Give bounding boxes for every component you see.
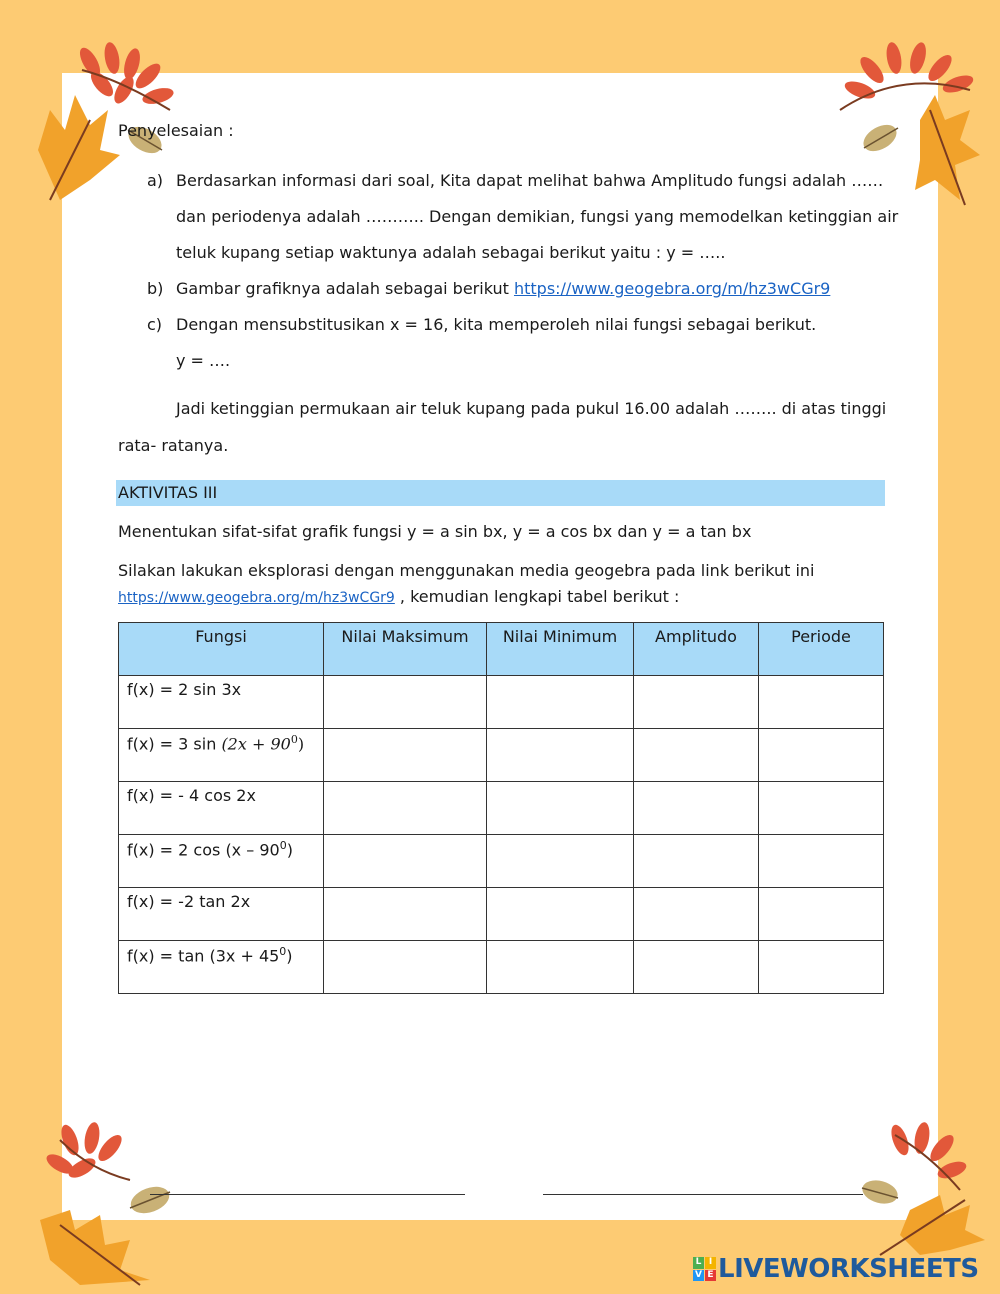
answer-cell-amplitude[interactable] bbox=[634, 729, 759, 782]
answer-cell-min[interactable] bbox=[487, 676, 634, 729]
answer-cell-min[interactable] bbox=[487, 888, 634, 941]
function-tail: ) bbox=[286, 946, 293, 966]
function-text: f(x) = tan (3x + 45 bbox=[127, 946, 280, 966]
answer-cell-period[interactable] bbox=[759, 729, 884, 782]
item-b-text: Gambar grafiknya adalah sebagai berikut bbox=[176, 279, 514, 298]
item-c-line-1: Dengan mensubstitusikan x = 16, kita memperoleh nilai fungsi sebagai berikut. bbox=[176, 315, 817, 334]
function-cell bbox=[119, 676, 324, 729]
table-row bbox=[119, 888, 884, 941]
item-c-marker: c) bbox=[147, 315, 163, 334]
header-fungsi: Fungsi bbox=[119, 623, 324, 676]
autumn-leaves-bottom-left-icon bbox=[20, 1120, 200, 1290]
signature-line-right bbox=[543, 1194, 863, 1195]
table-row bbox=[119, 941, 884, 994]
table-row bbox=[119, 782, 884, 835]
conclusion-line-2: rata- ratanya. bbox=[118, 436, 229, 455]
function-cell bbox=[119, 782, 324, 835]
header-amplitudo: Amplitudo bbox=[634, 623, 759, 676]
mark-letter: I bbox=[705, 1257, 716, 1269]
answer-cell-min[interactable] bbox=[487, 729, 634, 782]
answer-cell-period[interactable] bbox=[759, 835, 884, 888]
function-math: (2x + 90 bbox=[221, 734, 291, 754]
conclusion-line-1: Jadi ketinggian permukaan air teluk kupang pada pukul 16.00 adalah …….. di atas tinggi bbox=[176, 399, 887, 418]
table-row bbox=[119, 835, 884, 888]
activity-link-suffix: , kemudian lengkapi tabel berikut : bbox=[394, 587, 680, 606]
table-row bbox=[119, 676, 884, 729]
answer-cell-amplitude[interactable] bbox=[634, 941, 759, 994]
liveworksheets-logo bbox=[693, 1253, 979, 1285]
answer-cell-amplitude[interactable] bbox=[634, 676, 759, 729]
item-b-line bbox=[176, 279, 830, 299]
table-header-row bbox=[119, 623, 884, 676]
item-a-marker: a) bbox=[147, 171, 164, 190]
function-text: f(x) = 2 sin 3x bbox=[127, 680, 242, 699]
answer-cell-max[interactable] bbox=[324, 729, 487, 782]
activity-subtitle: Menentukan sifat-sifat grafik fungsi y = a sin bx, y = a cos bx dan y = a tan bx bbox=[118, 522, 752, 541]
item-c-line-2: y = …. bbox=[176, 351, 231, 370]
answer-cell-period[interactable] bbox=[759, 941, 884, 994]
item-a-line-2: dan periodenya adalah ……….. Dengan demikian, fungsi yang memodelkan ketinggian air bbox=[176, 207, 899, 226]
function-text: f(x) = 2 cos (x – 90 bbox=[127, 840, 280, 860]
item-a-line-3: teluk kupang setiap waktunya adalah sebagai berikut yaitu : y = ….. bbox=[176, 243, 726, 262]
mark-letter: E bbox=[705, 1270, 716, 1282]
function-tail: ) bbox=[297, 734, 305, 754]
answer-cell-min[interactable] bbox=[487, 941, 634, 994]
function-cell bbox=[119, 941, 324, 994]
geogebra-link-graph[interactable]: https://www.geogebra.org/m/hz3wCGr9 bbox=[513, 279, 831, 298]
answer-cell-amplitude[interactable] bbox=[634, 782, 759, 835]
degree-sup: 0 bbox=[279, 945, 287, 958]
solution-heading: Penyelesaian : bbox=[118, 121, 234, 140]
activity-link-line bbox=[118, 587, 679, 608]
mark-letter: L bbox=[693, 1257, 704, 1269]
header-periode: Periode bbox=[759, 623, 884, 676]
header-nilai-maksimum: Nilai Maksimum bbox=[324, 623, 487, 676]
signature-line-left bbox=[150, 1194, 465, 1195]
function-text: f(x) = 3 sin bbox=[127, 734, 222, 754]
item-a-line-1: Berdasarkan informasi dari soal, Kita dapat melihat bahwa Amplitudo fungsi adalah …… bbox=[176, 171, 884, 190]
function-cell bbox=[119, 835, 324, 888]
activity-instruction: Silakan lakukan eksplorasi dengan menggunakan media geogebra pada link berikut ini bbox=[118, 561, 815, 580]
answer-cell-min[interactable] bbox=[487, 835, 634, 888]
activity-section-bar bbox=[116, 480, 885, 506]
answer-cell-max[interactable] bbox=[324, 835, 487, 888]
answer-cell-amplitude[interactable] bbox=[634, 888, 759, 941]
function-tail: ) bbox=[286, 840, 293, 860]
geogebra-link-activity[interactable]: https://www.geogebra.org/m/hz3wCGr9 bbox=[118, 590, 395, 606]
degree-sup: 0 bbox=[279, 839, 287, 852]
function-text: f(x) = - 4 cos 2x bbox=[127, 786, 256, 805]
degree-sup: 0 bbox=[290, 733, 298, 746]
answer-cell-period[interactable] bbox=[759, 888, 884, 941]
answer-cell-period[interactable] bbox=[759, 676, 884, 729]
header-nilai-minimum: Nilai Minimum bbox=[487, 623, 634, 676]
answer-cell-min[interactable] bbox=[487, 782, 634, 835]
answer-cell-max[interactable] bbox=[324, 782, 487, 835]
autumn-leaves-bottom-right-icon bbox=[840, 1120, 990, 1260]
answer-cell-max[interactable] bbox=[324, 676, 487, 729]
activity-title: AKTIVITAS III bbox=[118, 483, 218, 502]
answer-cell-period[interactable] bbox=[759, 782, 884, 835]
mark-letter: V bbox=[693, 1270, 704, 1282]
answer-cell-max[interactable] bbox=[324, 888, 487, 941]
table-row bbox=[119, 729, 884, 782]
liveworksheets-mark-icon bbox=[693, 1257, 715, 1281]
function-cell bbox=[119, 888, 324, 941]
item-b-marker: b) bbox=[147, 279, 164, 298]
function-text: f(x) = -2 tan 2x bbox=[127, 892, 251, 911]
answer-cell-amplitude[interactable] bbox=[634, 835, 759, 888]
function-cell bbox=[119, 729, 324, 782]
answer-cell-max[interactable] bbox=[324, 941, 487, 994]
liveworksheets-brand: LIVEWORKSHEETS bbox=[718, 1254, 979, 1284]
properties-table bbox=[118, 622, 884, 994]
